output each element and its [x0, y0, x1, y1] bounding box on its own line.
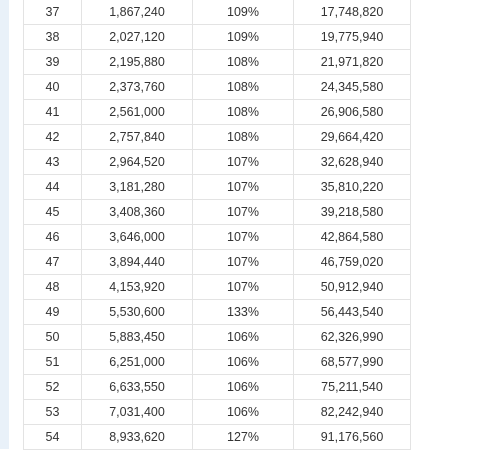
- total-cell: 21,971,820: [294, 50, 411, 75]
- value-cell: 1,867,240: [82, 0, 193, 25]
- total-cell: 56,443,540: [294, 300, 411, 325]
- level-cell: 44: [24, 175, 82, 200]
- table-row: [24, 325, 411, 350]
- table-row: [24, 200, 411, 225]
- total-cell: 24,345,580: [294, 75, 411, 100]
- level-cell: 54: [24, 425, 82, 450]
- level-cell: 40: [24, 75, 82, 100]
- value-cell: 5,883,450: [82, 325, 193, 350]
- total-cell: 32,628,940: [294, 150, 411, 175]
- level-cell: 51: [24, 350, 82, 375]
- table-body: [24, 0, 411, 450]
- level-cell: 46: [24, 225, 82, 250]
- total-cell: 68,577,990: [294, 350, 411, 375]
- total-cell: 75,211,540: [294, 375, 411, 400]
- table-row: [24, 400, 411, 425]
- table-row: [24, 100, 411, 125]
- total-cell: 17,748,820: [294, 0, 411, 25]
- rate-cell: 109%: [193, 0, 294, 25]
- value-cell: 3,894,440: [82, 250, 193, 275]
- rate-cell: 127%: [193, 425, 294, 450]
- rate-cell: 107%: [193, 225, 294, 250]
- rate-cell: 133%: [193, 300, 294, 325]
- table-row: [24, 150, 411, 175]
- value-cell: 3,646,000: [82, 225, 193, 250]
- rate-cell: 106%: [193, 400, 294, 425]
- rate-cell: 106%: [193, 350, 294, 375]
- value-cell: 2,964,520: [82, 150, 193, 175]
- total-cell: 35,810,220: [294, 175, 411, 200]
- rate-cell: 107%: [193, 150, 294, 175]
- value-cell: 2,373,760: [82, 75, 193, 100]
- page-side-strip: [0, 0, 9, 449]
- total-cell: 91,176,560: [294, 425, 411, 450]
- level-cell: 45: [24, 200, 82, 225]
- value-cell: 2,757,840: [82, 125, 193, 150]
- value-cell: 4,153,920: [82, 275, 193, 300]
- level-cell: 37: [24, 0, 82, 25]
- rate-cell: 107%: [193, 250, 294, 275]
- table-row: [24, 425, 411, 450]
- total-cell: 29,664,420: [294, 125, 411, 150]
- value-cell: 2,195,880: [82, 50, 193, 75]
- value-cell: 6,633,550: [82, 375, 193, 400]
- value-cell: 6,251,000: [82, 350, 193, 375]
- value-cell: 2,027,120: [82, 25, 193, 50]
- total-cell: 26,906,580: [294, 100, 411, 125]
- table-row: [24, 300, 411, 325]
- level-cell: 41: [24, 100, 82, 125]
- data-table-container: [23, 0, 410, 450]
- data-table: [23, 0, 411, 450]
- level-cell: 39: [24, 50, 82, 75]
- table-row: [24, 50, 411, 75]
- value-cell: 5,530,600: [82, 300, 193, 325]
- total-cell: 50,912,940: [294, 275, 411, 300]
- level-cell: 38: [24, 25, 82, 50]
- total-cell: 39,218,580: [294, 200, 411, 225]
- level-cell: 53: [24, 400, 82, 425]
- total-cell: 46,759,020: [294, 250, 411, 275]
- rate-cell: 107%: [193, 275, 294, 300]
- table-row: [24, 225, 411, 250]
- rate-cell: 106%: [193, 325, 294, 350]
- table-row: [24, 350, 411, 375]
- total-cell: 62,326,990: [294, 325, 411, 350]
- rate-cell: 108%: [193, 50, 294, 75]
- table-row: [24, 75, 411, 100]
- value-cell: 8,933,620: [82, 425, 193, 450]
- level-cell: 47: [24, 250, 82, 275]
- rate-cell: 108%: [193, 125, 294, 150]
- value-cell: 7,031,400: [82, 400, 193, 425]
- level-cell: 42: [24, 125, 82, 150]
- table-row: [24, 250, 411, 275]
- level-cell: 49: [24, 300, 82, 325]
- level-cell: 48: [24, 275, 82, 300]
- table-row: [24, 175, 411, 200]
- rate-cell: 107%: [193, 175, 294, 200]
- rate-cell: 108%: [193, 75, 294, 100]
- level-cell: 50: [24, 325, 82, 350]
- value-cell: 2,561,000: [82, 100, 193, 125]
- total-cell: 82,242,940: [294, 400, 411, 425]
- level-cell: 43: [24, 150, 82, 175]
- table-row: [24, 125, 411, 150]
- rate-cell: 108%: [193, 100, 294, 125]
- value-cell: 3,181,280: [82, 175, 193, 200]
- total-cell: 42,864,580: [294, 225, 411, 250]
- value-cell: 3,408,360: [82, 200, 193, 225]
- rate-cell: 107%: [193, 200, 294, 225]
- table-row: [24, 375, 411, 400]
- level-cell: 52: [24, 375, 82, 400]
- table-row: [24, 0, 411, 25]
- rate-cell: 106%: [193, 375, 294, 400]
- table-row: [24, 25, 411, 50]
- total-cell: 19,775,940: [294, 25, 411, 50]
- rate-cell: 109%: [193, 25, 294, 50]
- table-row: [24, 275, 411, 300]
